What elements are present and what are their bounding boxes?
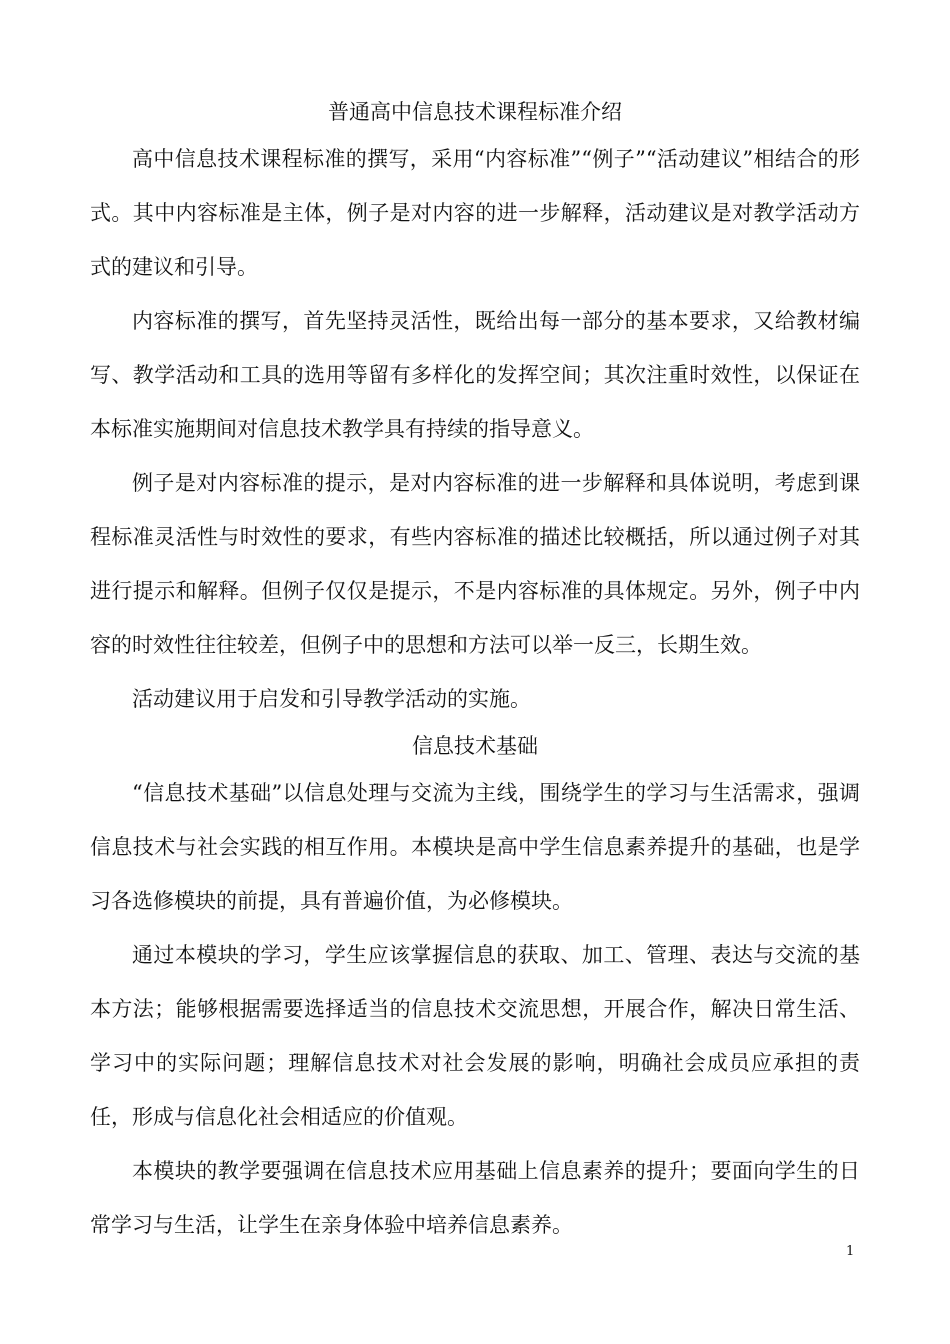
page-number: 1 (846, 1244, 855, 1259)
section-paragraph: 通过本模块的学习，学生应该掌握信息的获取、加工、管理、表达与交流的基本方法；能够根据需要选择适当的信息技术交流思想，开展合作，解决日常生活、学习中的实际问题；理解信息技术对社会发展的影响，明确社会成员应承担的责任，形成与信息化社会相适应的价值观。 (90, 943, 860, 1129)
intro-paragraph: 高中信息技术课程标准的撰写，采用“内容标准”“例子”“活动建议”相结合的形式。其中内容标准是主体，例子是对内容的进一步解释，活动建议是对教学活动方式的建议和引导。 (90, 147, 860, 279)
section-heading: 信息技术基础 (412, 734, 538, 758)
intro-paragraph: 例子是对内容标准的提示，是对内容标准的进一步解释和具体说明，考虑到课程标准灵活性与时效性的要求，有些内容标准的描述比较概括，所以通过例子对其进行提示和解释。但例子仅仅是提示，不是内容标准的具体规定。另外，例子中内容的时效性往往较差，但例子中的思想和方法可以举一反三，长期生效。 (90, 471, 860, 657)
document-title: 普通高中信息技术课程标准介绍 (328, 100, 622, 124)
section-paragraph: 本模块的教学要强调在信息技术应用基础上信息素养的提升；要面向学生的日常学习与生活，让学生在亲身体验中培养信息素养。 (90, 1159, 860, 1237)
document-body (90, 92, 860, 1252)
intro-paragraph: 内容标准的撰写，首先坚持灵活性，既给出每一部分的基本要求，又给教材编写、教学活动和工具的选用等留有多样化的发挥空间；其次注重时效性，以保证在本标准实施期间对信息技术教学具有持续的指导意义。 (90, 309, 860, 441)
section-paragraph: “信息技术基础”以信息处理与交流为主线，围绕学生的学习与生活需求，强调信息技术与社会实践的相互作用。本模块是高中学生信息素养提升的基础，也是学习各选修模块的前提，具有普遍价值，为必修模块。 (90, 781, 860, 913)
intro-paragraph: 活动建议用于启发和引导教学活动的实施。 (132, 687, 531, 711)
